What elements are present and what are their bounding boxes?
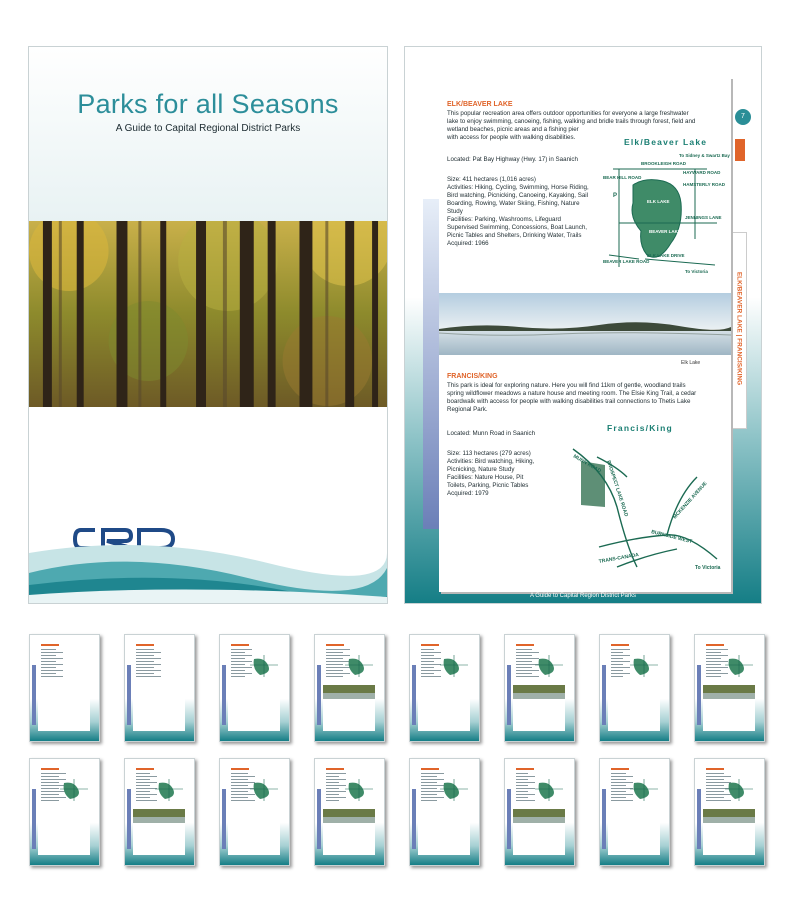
thumbnail-text-line [421,667,434,668]
thumbnail-text-line [421,670,441,671]
thumbnail-text-line [611,658,623,659]
page-thumbnail[interactable] [599,758,670,866]
thumbnail-text-line [706,652,721,653]
section-heading-elk-beaver: ELK/BEAVER LAKE [447,101,513,108]
page-thumbnail[interactable] [409,634,480,742]
thumbnail-text-line [421,773,444,774]
thumbnail-text-line [231,652,245,653]
thumbnail-page-content [323,765,375,855]
svg-text:MUNN ROAD: MUNN ROAD [572,453,602,475]
thumbnail-text-line [516,797,528,798]
thumbnail-text-line [421,664,441,665]
thumbnail-text-line [136,794,157,795]
svg-text:To Sidney & Swartz Bay: To Sidney & Swartz Bay [679,153,730,158]
thumbnail-text-line [611,779,626,780]
thumbnail-text-line [136,782,157,783]
thumbnail-text-line [136,652,161,653]
svg-text:PROSPECT LAKE ROAD: PROSPECT LAKE ROAD [605,459,629,518]
map-title-elk-beaver: Elk/Beaver Lake [624,137,708,147]
thumbnail-page-content [703,641,755,731]
thumbnail-side-band [507,665,511,725]
thumbnail-page-content [38,641,90,731]
francis-king-location: Located: Munn Road in Saanich [447,430,536,437]
cover-wave-graphic [29,523,387,603]
thumbnail-text-line [231,676,245,677]
thumbnail-map [345,655,373,677]
thumbnail-text-line [231,785,248,786]
page-number: 7 [735,109,751,125]
thumbnail-heading [706,768,724,770]
thumbnail-text-line [611,655,630,656]
elk-lake-photo [439,293,731,355]
thumbnail-text-line [136,661,154,662]
thumbnail-side-band [127,665,131,725]
thumbnail-text-line [231,776,255,777]
inner-page [404,46,762,604]
page-thumbnail[interactable] [694,634,765,742]
svg-text:BURNSIDE WEST: BURNSIDE WEST [650,529,693,546]
thumbnail-heading [611,644,629,646]
thumbnail-text-line [326,670,343,671]
section-heading-francis-king: FRANCIS/KING [447,373,498,380]
elk-beaver-intro: This popular recreation area offers outdoor opportunities for everyone a large freshwater lake to enjoy swimming, canoeing, fishing, walking and bridle trails through forest, field and wetland beaches, picnic areas and a fishing pier with access for people with walking disabilities. [447,110,696,141]
page-thumbnail[interactable] [599,634,670,742]
thumbnail-page-content [38,765,90,855]
thumbnail-text-line [136,800,157,801]
thumbnail-text-line [516,791,528,792]
thumbnail-heading [326,644,344,646]
svg-text:BEAVER LAKE ROAD: BEAVER LAKE ROAD [603,259,650,264]
thumbnail-page-content [418,765,470,855]
thumbnail-text-line [231,670,245,671]
thumbnail-side-band [317,789,321,849]
thumbnail-text-line [41,670,63,671]
thumbnail-text-line [706,658,721,659]
thumbnail-text-line [516,800,535,801]
page-thumbnail[interactable] [219,634,290,742]
thumbnail-photo [703,809,755,823]
thumbnail-text-line [326,664,343,665]
thumbnail-photo [323,685,375,699]
thumbnail-text-line [706,797,724,798]
thumbnail-map [725,779,753,801]
thumbnail-text-line [326,779,346,780]
thumbnail-text-line [516,776,535,777]
thumbnail-page-content [133,765,185,855]
thumbnail-heading [231,644,249,646]
svg-text:ELK LAKE DRIVE: ELK LAKE DRIVE [647,253,685,258]
thumbnail-text-line [706,676,721,677]
thumbnail-text-line [421,800,437,801]
thumbnail-map [440,655,468,677]
thumbnail-side-band [507,789,511,849]
svg-text:BROOKLEIGH ROAD: BROOKLEIGH ROAD [641,161,686,166]
thumbnail-page-content [608,641,660,731]
thumbnail-text-line [136,667,154,668]
thumbnail-text-line [516,673,532,674]
thumbnail-text-line [611,773,626,774]
thumbnail-text-line [41,664,63,665]
thumbnail-text-line [706,664,721,665]
thumbnail-text-line [231,655,252,656]
page-thumbnail[interactable] [29,634,100,742]
thumbnail-text-line [326,800,339,801]
thumbnail-heading [516,644,534,646]
thumbnail-text-line [231,661,252,662]
thumbnail-heading [41,644,59,646]
thumbnail-text-line [231,649,252,650]
thumbnail-text-line [326,652,343,653]
thumbnail-text-line [41,673,56,674]
thumbnail-heading [611,768,629,770]
page-thumbnail[interactable] [694,758,765,866]
thumbnail-text-line [41,794,59,795]
thumbnail-text-line [421,661,434,662]
thumbnail-text-line [326,776,339,777]
thumbnail-side-band [317,665,321,725]
cover-header-tint [29,47,387,222]
svg-text:BEAVER LAKE: BEAVER LAKE [649,229,681,234]
thumbnail-side-band [222,789,226,849]
thumbnail-page-content [228,765,280,855]
thumbnail-text-line [421,788,437,789]
page-thumbnail[interactable] [219,758,290,866]
thumbnail-side-band [127,789,131,849]
thumbnail-text-line [41,782,59,783]
thumbnail-page-content [513,641,565,731]
forest-photo [29,221,387,407]
svg-text:To Victoria: To Victoria [695,565,721,571]
thumbnail-map [630,779,658,801]
thumbnail-heading [421,644,439,646]
thumbnail-text-line [611,676,623,677]
page-thumbnail[interactable] [29,758,100,866]
thumbnail-heading [516,768,534,770]
thumbnail-text-line [421,782,437,783]
elk-beaver-details: Size: 411 hectares (1,016 acres) Activities: Hiking, Cycling, Swimming, Horse Riding, Bird watching, Picnicking, Canoeing, Kayaking, Sail Boarding, Rowing, Water Skiing, Fishing, Nature Study Facilities: Parking, Washrooms, Lifeguard Supervised Swimming, Concessions, Boat Launch, Picnic Tables and Shelters, Drinking Water, Trails Acquired: 1966 [447,176,589,247]
thumbnail-side-band [602,789,606,849]
thumbnail-text-line [326,791,346,792]
thumbnail-text-line [706,649,728,650]
thumbnail-text-line [41,676,63,677]
svg-text:JENNINGS LANE: JENNINGS LANE [685,215,722,220]
thumbnail-text-line [136,673,154,674]
thumbnail-text-line [136,658,161,659]
thumbnail-text-line [516,661,532,662]
thumbnail-text-line [421,776,437,777]
svg-text:HAMSTERLY ROAD: HAMSTERLY ROAD [683,182,726,187]
elk-beaver-map [599,147,731,277]
thumbnail-text-line [706,670,721,671]
francis-king-intro: This park is ideal for exploring nature. Here you will find 11km of gentle, woodland trails spring wildflower meadows a nature house and meeting room. The Elsie King Trail, a cedar boardwalk with access for people with walking disabilities trail connections to Thetis Lake Regional Park. [447,382,697,413]
thumbnail-text-line [516,782,535,783]
thumbnail-text-line [41,661,56,662]
thumbnail-text-line [421,652,441,653]
photo-caption: Elk Lake [681,360,701,366]
page-left-band [423,199,439,529]
thumbnail-text-line [326,782,339,783]
thumbnail-text-line [326,658,343,659]
thumbnail-text-line [611,670,623,671]
thumbnail-side-band [602,665,606,725]
thumbnail-heading [231,768,249,770]
thumbnail-text-line [231,673,252,674]
thumbnail-heading [421,768,439,770]
thumbnail-text-line [516,649,532,650]
thumbnail-text-line [421,673,434,674]
thumbnail-map [440,779,468,801]
thumbnail-side-band [697,665,701,725]
thumbnail-text-line [326,773,346,774]
page-thumbnail[interactable] [504,634,575,742]
svg-text:TRANS-CANADA: TRANS-CANADA [598,552,640,565]
thumbnail-photo [513,809,565,823]
cover-page [28,46,388,604]
thumbnail-text-line [516,667,532,668]
thumbnail-side-band [412,789,416,849]
thumbnail-map [250,655,278,677]
thumbnail-text-line [516,773,528,774]
thumbnail-side-band [32,789,36,849]
thumbnail-text-line [41,652,63,653]
thumbnail-side-band [32,665,36,725]
thumbnail-text-line [516,788,535,789]
thumbnail-page-content [133,641,185,731]
thumbnail-map [630,655,658,677]
svg-text:To Victoria: To Victoria [685,269,708,274]
thumbnail-map [725,655,753,677]
page-thumbnail[interactable] [504,758,575,866]
thumbnail-text-line [326,794,339,795]
thumbnail-text-line [136,788,157,789]
thumbnail-text-line [516,779,528,780]
thumbnail-text-line [611,673,630,674]
cover-subtitle: A Guide to Capital Regional District Parks [115,123,301,134]
elk-beaver-location: Located: Pat Bay Highway (Hwy. 17) in Saanich [447,156,578,163]
thumbnail-text-line [41,658,63,659]
thumbnail-text-line [136,655,154,656]
thumbnail-heading [326,768,344,770]
page-content [439,77,731,592]
thumbnail-text-line [611,664,623,665]
thumbnail-text-line [231,667,252,668]
thumbnail-text-line [611,667,630,668]
thumbnail-map [535,655,563,677]
thumbnail-text-line [326,676,343,677]
thumbnail-text-line [231,779,248,780]
francis-king-map [567,437,731,572]
thumbnail-text-line [611,776,633,777]
thumbnail-text-line [611,649,630,650]
page-thumbnail[interactable] [124,758,195,866]
thumbnail-text-line [516,785,528,786]
thumbnail-map [250,779,278,801]
thumbnail-text-line [41,776,59,777]
thumbnail-text-line [706,779,724,780]
thumbnail-text-line [516,794,535,795]
thumbnail-text-line [231,773,248,774]
thumbnail-text-line [136,676,161,677]
thumbnail-text-line [421,649,434,650]
thumbnail-page-content [323,641,375,731]
page-thumbnail[interactable] [409,758,480,866]
thumbnail-side-band [222,665,226,725]
thumbnail-page-content [703,765,755,855]
thumbnail-text-line [611,785,626,786]
thumbnail-heading [706,644,724,646]
svg-text:ELK LAKE: ELK LAKE [647,199,670,204]
thumbnail-text-line [41,788,59,789]
thumbnail-text-line [326,788,339,789]
orange-tab [735,139,745,161]
thumbnail-map [535,779,563,801]
thumbnail-text-line [136,779,150,780]
thumbnail-photo [513,685,565,699]
thumbnail-page-content [608,765,660,855]
page-thumbnail[interactable] [124,634,195,742]
thumbnail-map [345,779,373,801]
thumbnail-map [155,779,183,801]
thumbnail-text-line [326,785,346,786]
thumbnail-text-line [136,773,150,774]
thumbnail-text-line [516,655,532,656]
svg-text:BEAR HILL ROAD: BEAR HILL ROAD [603,175,642,180]
thumbnail-text-line [516,652,539,653]
svg-text:P: P [613,193,618,199]
thumbnail-text-line [231,658,245,659]
thumbnail-text-line [41,800,59,801]
thumbnail-text-line [136,797,150,798]
page-thumbnail[interactable] [314,758,385,866]
thumbnail-text-line [611,661,630,662]
francis-king-details: Size: 113 hectares (279 acres) Activities: Bird watching, Hiking, Picnicking, Nature Study Facilities: Nature House, Pit Toilets, Parking, Picnic Tables Acquired: 1979 [447,450,535,497]
thumbnail-photo [323,809,375,823]
section-tab: ELK/BEAVER LAKE | FRANCIS/KING [731,232,747,429]
svg-text:MCKENZIE AVENUE: MCKENZIE AVENUE [672,480,709,521]
thumbnail-text-line [231,664,245,665]
thumbnail-text-line [231,797,248,798]
thumbnail-text-line [706,776,731,777]
thumbnail-text-line [706,785,724,786]
thumbnail-text-line [231,791,248,792]
thumbnail-text-line [136,664,161,665]
thumbnail-text-line [421,794,437,795]
thumbnail-text-line [611,652,623,653]
map-title-francis-king: Francis/King [607,423,673,433]
thumbnail-text-line [706,791,724,792]
thumbnail-side-band [412,665,416,725]
thumbnail-text-line [136,649,154,650]
thumbnail-text-line [41,649,56,650]
thumbnail-side-band [697,789,701,849]
thumbnail-heading [136,644,154,646]
thumbnail-text-line [326,649,350,650]
page-thumbnail[interactable] [314,634,385,742]
page-footer: A Guide to Capital Region District Parks [529,593,637,599]
thumbnail-text-line [136,785,150,786]
thumbnail-text-line [136,791,150,792]
thumbnail-photo [703,685,755,699]
thumbnail-text-line [611,791,626,792]
thumbnail-text-line [41,655,56,656]
thumbnail-text-line [421,676,441,677]
thumbnail-page-content [513,765,565,855]
thumbnail-text-line [421,655,434,656]
thumbnail-text-line [421,658,441,659]
svg-text:HAYWARD ROAD: HAYWARD ROAD [683,170,721,175]
thumbnail-map [60,779,88,801]
thumbnail-text-line [706,773,724,774]
thumbnail-heading [41,768,59,770]
cover-title: Parks for all Seasons [77,89,339,119]
thumbnail-page-content [228,641,280,731]
thumbnail-heading [136,768,154,770]
thumbnail-text-line [136,670,161,671]
thumbnail-page-content [418,641,470,731]
thumbnail-text-line [326,797,346,798]
thumbnail-text-line [41,773,66,774]
thumbnail-text-line [136,776,157,777]
thumbnail-text-line [41,667,56,668]
thumbnail-photo [133,809,185,823]
thumbnail-text-line [611,797,626,798]
